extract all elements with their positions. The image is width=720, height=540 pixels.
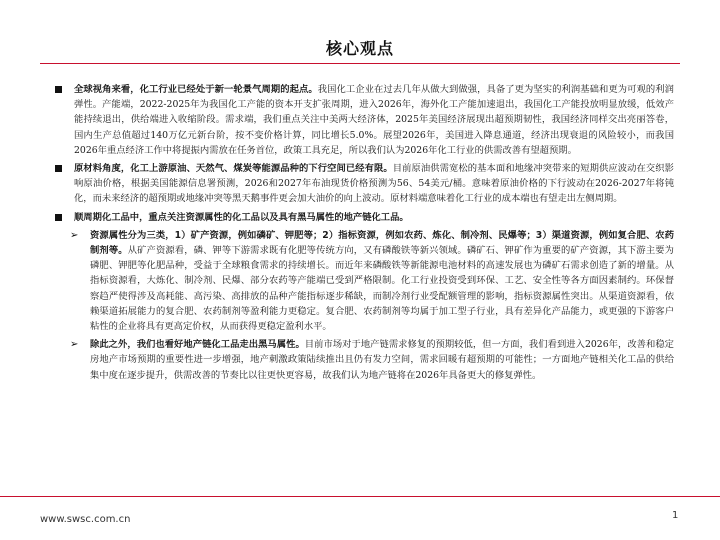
bullet-lead: 原材料角度，化工上游原油、天然气、煤炭等能源品种的下行空间已经有限。 <box>74 163 393 175</box>
sub-bullet-lead: 除此之外，我们也看好地产链化工品走出黑马属性。 <box>90 339 305 351</box>
arrow-bullet-icon: ➢ <box>70 339 79 351</box>
sub-bullet-real-estate <box>52 337 674 383</box>
bullet-body: 我国化工企业在过去几年从做大到做强，具备了更为坚实的利润基础和更为可观的利润弹性。产能端，2022-2025年为我国化工产能的资本开支扩张周期，进入2026年，海外化工产能加速退出，我国化工产能投放明显放缓，低效产能持续退出，供给端进入收缩阶段。需求端，我们重点关注中美两大经济体，2025年美国经济展现出超预期韧性，我国经济同样交出亮丽答卷，国内生产总值超过140万亿元新台阶，按不变价格计算，同比增长5.0%。展望2026年，美国进入降息通道，经济出现衰退的风险较小，而我国2026年重点经济工作中将提振内需放在任务首位，政策工具充足，所以我们认为2026年化工行业的供需改善有望超预期。 <box>74 84 674 156</box>
page-title: 核心观点 <box>325 39 394 58</box>
bullet-procyclical <box>52 210 674 225</box>
page-number: 1 <box>672 510 679 521</box>
bullet-body: 目前原油供需宽松的基本面和地缘冲突带来的短期供应波动在交织影响原油价格，根据美国能源信息署预测，2026和2027年布油现货价格预测为56、54美元/桶。意味着原油价格的下行波动在2026-2027年将钝化，而未来经济的超预期或地缘冲突等黑天鹅事件更会加大油价的向上波动。原材料端意味着化工行业的成本端也有望走出左侧周期。 <box>74 163 674 205</box>
main-content <box>52 82 674 386</box>
footer-url: www.swsc.com.cn <box>40 514 131 525</box>
sub-bullet-body: 从矿产资源看，磷、钾等下游需求既有化肥等传统方向，又有磷酸铁等新兴领域。磷矿石、钾矿作为重要的矿产资源，其下游主要为磷肥、钾肥等化肥品种，受益于全球粮食需求的持续增长。而近年来磷酸铁等新能源电池材料的高速发展也为磷矿石需求创造了新的增量。从指标资源看，大炼化、制冷剂、民爆、部分农药等产能端已受到严格限制。化工行业投资受到环保、工艺、安全性等各方面因素制约。环保督察趋严使得涉及高耗能、高污染、高排放的品种产能指标逐步稀缺，而制冷剂行业受配额管理的影响，指标资源属性突出。从渠道资源看，依赖渠道拓展能力的复合肥、农药制剂等盈利能力更稳定。复合肥、农药制剂等均属于加工型子行业，具有差异化产品能力，或更强的下游客户粘性的企业将具有更高定价权，从而获得更稳定盈利水平。 <box>90 245 674 333</box>
sub-bullet-resources <box>52 228 674 334</box>
square-bullet-icon <box>55 165 62 172</box>
square-bullet-icon <box>55 86 62 93</box>
title-divider <box>40 63 680 64</box>
bullet-raw-materials <box>52 161 674 207</box>
bullet-global-view <box>52 82 674 158</box>
bullet-lead: 全球视角来看，化工行业已经处于新一轮景气周期的起点。 <box>74 84 318 95</box>
arrow-bullet-icon: ➢ <box>70 229 79 241</box>
bullet-lead: 顺周期化工品中，重点关注资源属性的化工品以及具有黑马属性的地产链化工品。 <box>74 211 409 223</box>
square-bullet-icon <box>55 214 62 221</box>
footer-divider <box>0 496 720 497</box>
sub-bullet-body: 目前市场对于地产链需求修复的预期较低，但一方面，我们看到进入2026年，改善和稳定房地产市场预期的重要性进一步增强，地产刺激政策陆续推出且仍有发力空间，需求回暖有超预期的可能性；一方面地产链相关化工品的供给集中度在逐步提升，供需改善的节奏比以往更快更容易，故我们认为地产链将在2026年具备更大的修复弹性。 <box>90 339 674 381</box>
sub-bullet-lead: 资源属性分为三类，1）矿产资源，例如磷矿、钾肥等；2）指标资源，例如农药、炼化、制冷剂、民爆等；3）渠道资源，例如复合肥、农药制剂等。 <box>90 229 674 257</box>
